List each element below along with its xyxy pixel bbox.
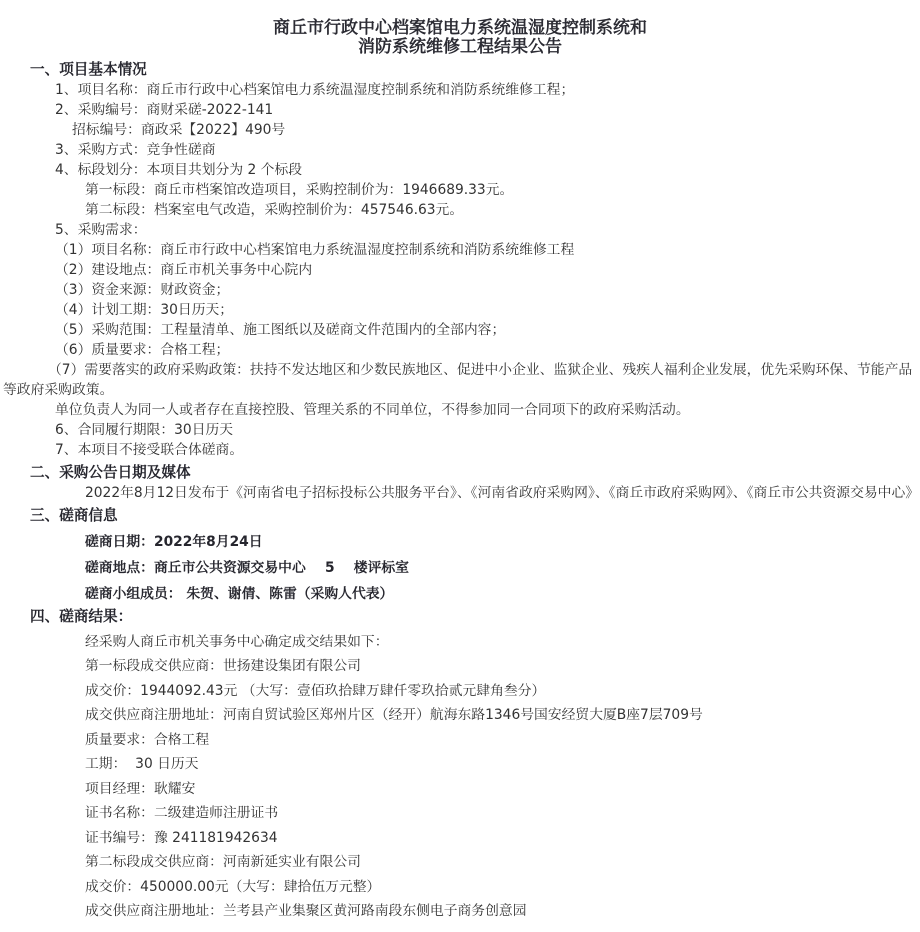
document-line: 质量要求：合格工程 bbox=[85, 731, 210, 748]
document-line: 证书编号：豫 241181942634 bbox=[85, 829, 278, 846]
document-line: （4）计划工期：30日历天； bbox=[55, 302, 234, 318]
document-line: 单位负责人为同一人或者存在直接控股、管理关系的不同单位，不得参加同一合同项下的政府采购活动。 bbox=[55, 402, 690, 418]
document-line: 第一标段：商丘市档案馆改造项目，采购控制价为：1946689.33元。 bbox=[85, 182, 514, 198]
document-line: 招标编号：商政采【2022】490号 bbox=[72, 122, 286, 138]
document-line: 1、项目名称：商丘市行政中心档案馆电力系统温湿度控制系统和消防系统维修工程； bbox=[55, 82, 575, 98]
document-line: 第一标段成交供应商：世扬建设集团有限公司 bbox=[85, 658, 361, 674]
document-line: 第二标段成交供应商：河南新延实业有限公司 bbox=[85, 854, 361, 870]
document-line: 第二标段：档案室电气改造，采购控制价为：457546.63元。 bbox=[85, 202, 464, 218]
section-heading: 三、磋商信息 bbox=[30, 507, 118, 524]
document-line: 成交价：1944092.43元 （大写：壹佰玖拾肆万肆仟零玖拾贰元肆角叁分） bbox=[85, 682, 546, 699]
document-line: 证书名称：二级建造师注册证书 bbox=[85, 805, 279, 821]
document-title-line1: 商丘市行政中心档案馆电力系统温湿度控制系统和 bbox=[273, 18, 647, 38]
document-line: 7、本项目不接受联合体磋商。 bbox=[55, 442, 244, 458]
document-line: 成交价：450000.00元（大写：肆拾伍万元整） bbox=[85, 878, 381, 895]
document-line: 4、标段划分：本项目共划分为 2 个标段 bbox=[55, 162, 303, 178]
document-line: （2）建设地点：商丘市机关事务中心院内 bbox=[55, 262, 313, 278]
document-line: 磋商地点：商丘市公共资源交易中心 5 楼评标室 bbox=[85, 560, 409, 576]
document-line: （3）资金来源：财政资金； bbox=[55, 282, 230, 298]
document-line: （5）采购范围：工程量清单、施工图纸以及磋商文件范围内的全部内容； bbox=[55, 322, 506, 338]
document-line: 工期： 30 日历天 bbox=[85, 756, 199, 772]
document-line: 3、采购方式：竞争性磋商 bbox=[55, 142, 216, 158]
document-line: 磋商日期：2022年8月24日 bbox=[85, 534, 263, 550]
document-line: 经采购人商丘市机关事务中心确定成交结果如下： bbox=[85, 633, 389, 650]
section-heading: 一、项目基本情况 bbox=[30, 61, 147, 78]
document-line: 2、采购编号：商财采磋-2022-141 bbox=[55, 102, 274, 118]
document-title bbox=[0, 19, 920, 57]
document-line: 成交供应商注册地址：河南自贸试验区郑州片区（经开）航海东路1346号国安经贸大厦B座7层709号 bbox=[85, 707, 703, 723]
document-line: （7）需要落实的政府采购政策：扶持不发达地区和少数民族地区、促进中小企业、监狱企业、残疾人福利企业发展，优先采购环保、节能产品等政府采购政策。 bbox=[3, 362, 913, 398]
document-line: 磋商小组成员： 朱贺、谢倩、陈雷（采购人代表） bbox=[85, 586, 394, 602]
section-heading: 四、磋商结果： bbox=[30, 608, 133, 625]
document-line: 5、采购需求： bbox=[55, 222, 147, 238]
section-heading: 二、采购公告日期及媒体 bbox=[30, 464, 191, 481]
document-line: 2022年8月12日发布于《河南省电子招标投标公共服务平台》、《河南省政府采购网》、《商丘市政府采购网》、《商丘市公共资源交易中心》 bbox=[85, 485, 920, 501]
document-line: 6、合同履行期限：30日历天 bbox=[55, 422, 234, 438]
document-body bbox=[0, 60, 920, 921]
document-line: （1）项目名称：商丘市行政中心档案馆电力系统温湿度控制系统和消防系统维修工程 bbox=[55, 242, 575, 258]
document-line: 项目经理：耿耀安 bbox=[85, 780, 196, 797]
document-line: （6）质量要求：合格工程； bbox=[55, 342, 230, 358]
document-line: 成交供应商注册地址：兰考县产业集聚区黄河路南段东侧电子商务创意园 bbox=[85, 903, 527, 919]
document-title-line2: 消防系统维修工程结果公告 bbox=[358, 37, 562, 57]
